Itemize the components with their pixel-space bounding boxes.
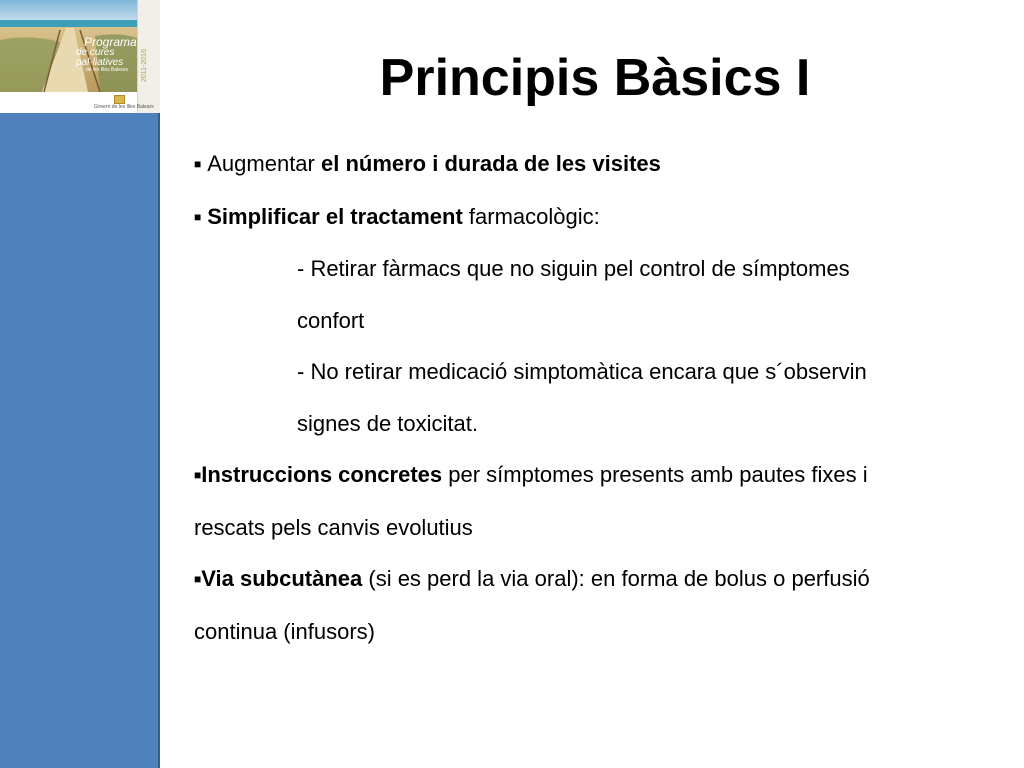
program-logo xyxy=(0,0,160,113)
sub-item-2 xyxy=(194,346,994,398)
bullet-item-3-continuation xyxy=(194,502,994,554)
logo-title-line2: de cures pal·liatives xyxy=(76,47,124,68)
bullet-4-cont-text: continua (infusors) xyxy=(194,618,375,644)
bullet-4-text: (si es perd la via oral): en forma de bolus o perfusió xyxy=(362,566,870,591)
bullet-3-cont-text: rescats pels canvis evolutius xyxy=(194,514,473,540)
logo-title xyxy=(76,35,137,73)
sub-item-1-text: - Retirar fàrmacs que no siguin pel control de símptomes xyxy=(297,256,850,281)
sub-item-2-text: - No retirar medicació simptomàtica encara que s´observin xyxy=(297,359,867,384)
bullet-4-bold: Via subcutànea xyxy=(201,566,363,591)
government-crest-icon xyxy=(114,95,125,104)
sub-item-1 xyxy=(194,243,994,295)
square-bullet-icon: ■ xyxy=(194,209,202,224)
bullet-item-4 xyxy=(194,553,994,606)
square-bullet-icon: ■ xyxy=(194,572,202,586)
bullet-3-text: per símptomes presents amb pautes fixes i xyxy=(442,462,868,487)
bullet-2-bold: Simplificar el tractament xyxy=(207,203,463,229)
bullet-item-3 xyxy=(194,449,994,502)
sub-item-1-continuation xyxy=(194,295,994,347)
sub-item-2-cont-text: signes de toxicitat. xyxy=(297,410,478,436)
logo-title-line1: Programa xyxy=(84,35,137,49)
square-bullet-icon: ■ xyxy=(194,157,202,171)
bullet-item-4-continuation xyxy=(194,606,994,658)
bullet-3-bold: Instruccions concretes xyxy=(201,462,443,487)
slide-title: Principis Bàsics I xyxy=(379,49,811,107)
bullet-2-text: farmacològic: xyxy=(462,203,600,229)
bullet-item-2 xyxy=(194,191,994,244)
sub-item-1-cont-text: confort xyxy=(297,307,365,333)
logo-years: 2011-2016 xyxy=(141,49,148,82)
logo-title-line3: de les Illes Balears xyxy=(86,67,128,73)
sub-item-2-continuation xyxy=(194,398,994,450)
square-bullet-icon: ■ xyxy=(194,468,202,482)
logo-govern-text: Govern de les Illes Balears xyxy=(94,104,154,110)
slide-content xyxy=(194,138,994,657)
bullet-1-text: Augmentar xyxy=(207,151,321,176)
left-accent-bar xyxy=(0,113,160,768)
bullet-item-1 xyxy=(194,138,994,191)
bullet-1-bold: el número i durada de les visites xyxy=(320,151,661,176)
